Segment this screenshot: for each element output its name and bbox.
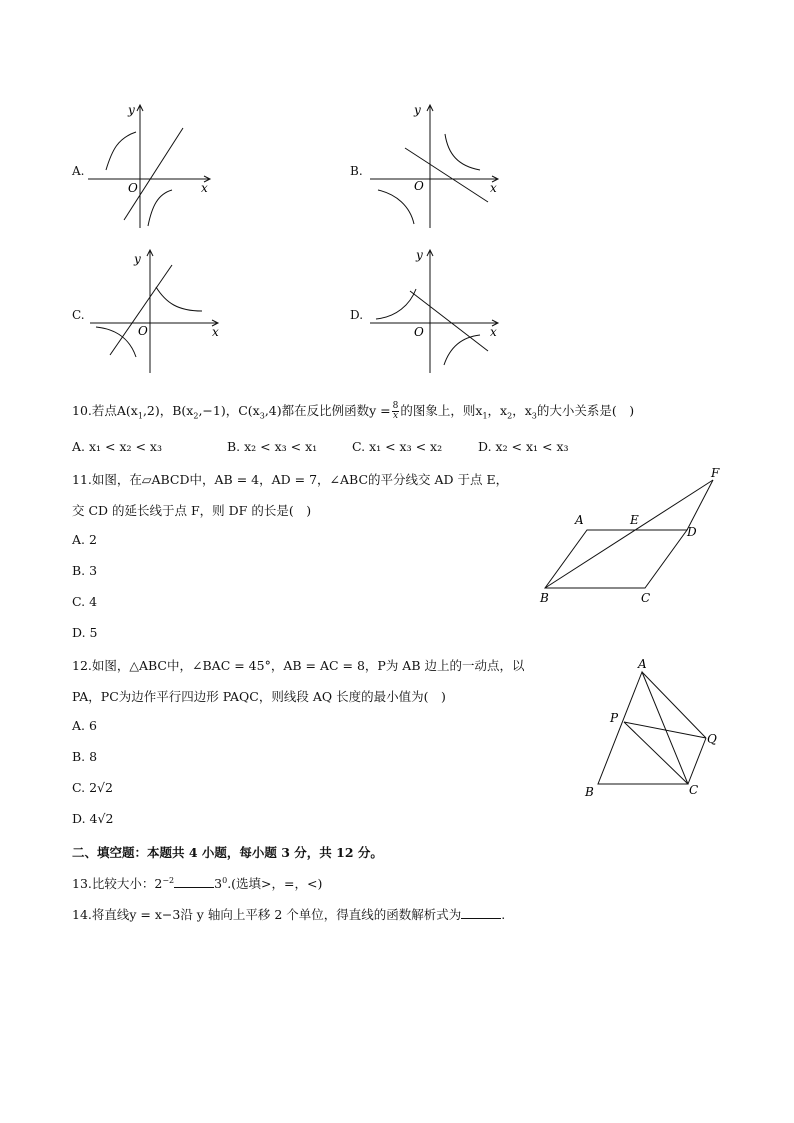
q10-option-c[interactable]: C. x₁ < x₃ < x₂ — [352, 439, 443, 454]
hyperbola-branch — [444, 335, 480, 365]
y-label: y — [414, 103, 421, 117]
hyperbola-branch — [156, 287, 202, 311]
triangle-abc — [598, 672, 688, 784]
label-p: P — [610, 711, 619, 725]
graph-b — [370, 100, 505, 230]
segment-cq — [688, 738, 706, 784]
q12-stem-line1: 12.如图，△ABC中，∠BAC = 45°，AB = AC = 8，P为 AB 边上的一动点，以 — [72, 658, 525, 673]
x-label: x — [212, 325, 219, 339]
q13-suffix: .(选填>，=，<) — [227, 876, 323, 891]
q12-stem-line2: PA，PC为边作平行四边形 PAQC，则线段 AQ 长度的最小值为( ) — [72, 689, 446, 704]
q14 — [72, 905, 505, 923]
segment-pq — [624, 722, 706, 738]
q13-exp1: −2 — [162, 875, 175, 885]
label-d: D — [687, 525, 697, 539]
line — [110, 265, 172, 355]
cd-extension — [687, 480, 713, 530]
hyperbola-branch — [378, 190, 414, 224]
q13-answer-blank[interactable] — [174, 875, 214, 888]
q14-end: . — [501, 907, 506, 922]
q12-option-a[interactable]: A. 6 — [72, 718, 97, 733]
line — [410, 291, 488, 351]
hyperbola-branch — [445, 134, 480, 170]
q11-stem-line1: 11.如图，在▱ABCD中，AB = 4，AD = 7，∠ABC的平分线交 AD 于点 E， — [72, 472, 509, 487]
y-label: y — [416, 248, 423, 262]
x-label: x — [490, 181, 497, 195]
y-label: y — [134, 252, 141, 266]
q11-option-c[interactable]: C. 4 — [72, 594, 98, 609]
x-label: x — [490, 325, 497, 339]
origin-label: O — [138, 324, 148, 338]
q11-option-a[interactable]: A. 2 — [72, 532, 97, 547]
hyperbola-branch — [376, 289, 416, 319]
label-a: A — [638, 657, 647, 671]
q12-option-d[interactable]: D. 4√2 — [72, 811, 114, 826]
q12-option-c[interactable]: C. 2√2 — [72, 780, 113, 795]
label-a: A — [575, 513, 584, 527]
q10-option-a[interactable]: A. x₁ < x₂ < x₃ — [72, 439, 162, 454]
q12-option-b[interactable]: B. 8 — [72, 749, 98, 764]
label-e: E — [630, 513, 639, 527]
segment-pc — [624, 722, 688, 784]
q12-figure — [578, 652, 728, 802]
q14-text: 14.将直线y = x−3沿 y 轴向上平移 2 个单位，得直线的函数解析式为 — [72, 907, 462, 922]
hyperbola-branch — [148, 190, 172, 226]
label-c: C — [641, 591, 651, 605]
label-q: Q — [707, 732, 717, 746]
option-d-label: D. — [350, 308, 364, 322]
q14-answer-blank[interactable] — [461, 906, 501, 919]
graph-c — [88, 245, 223, 375]
option-c-label: C. — [72, 308, 85, 322]
hyperbola-branch — [96, 327, 136, 357]
graph-a — [88, 100, 218, 230]
label-f: F — [711, 466, 720, 480]
hyperbola-branch — [106, 132, 136, 170]
q13-exp2: 0 — [222, 875, 228, 885]
q11-option-d[interactable]: D. 5 — [72, 625, 98, 640]
q10-option-b[interactable]: B. x₂ < x₃ < x₁ — [227, 439, 318, 454]
q11-stem-line2: 交 CD 的延长线于点 F，则 DF 的长是( ) — [72, 503, 312, 518]
y-label: y — [128, 103, 135, 117]
origin-label: O — [414, 325, 424, 339]
graph-d — [370, 245, 505, 375]
parallelogram-abcd — [545, 530, 687, 588]
q11-figure — [535, 462, 730, 607]
option-b-label: B. — [350, 164, 363, 178]
q11-option-b[interactable]: B. 3 — [72, 563, 98, 578]
origin-label: O — [414, 179, 424, 193]
origin-label: O — [128, 181, 138, 195]
x-label: x — [201, 181, 208, 195]
q13-prefix: 13.比较大小：2 — [72, 876, 163, 891]
label-b: B — [540, 591, 549, 605]
label-b: B — [585, 785, 594, 799]
line — [405, 148, 488, 202]
q13-mid: 3 — [214, 876, 223, 891]
option-a-label: A. — [72, 164, 85, 178]
q13 — [72, 874, 322, 892]
segment-aq — [642, 672, 706, 738]
q10-stem: 10.若点$A(x_1,2)$，$B(x_2,-1)$，$C(x_3,4)$都在反比例函数y = $\frac{8}{x}$ 的图象上，则$x_1$，$x_2$，$x_3$的大小关系是( ) — [72, 401, 635, 421]
q10-option-d[interactable]: D. x₂ < x₁ < x₃ — [478, 439, 569, 454]
section-2-title: 二、填空题：本题共 4 小题，每小题 3 分，共 12 分。 — [72, 845, 383, 860]
label-c: C — [689, 783, 699, 797]
